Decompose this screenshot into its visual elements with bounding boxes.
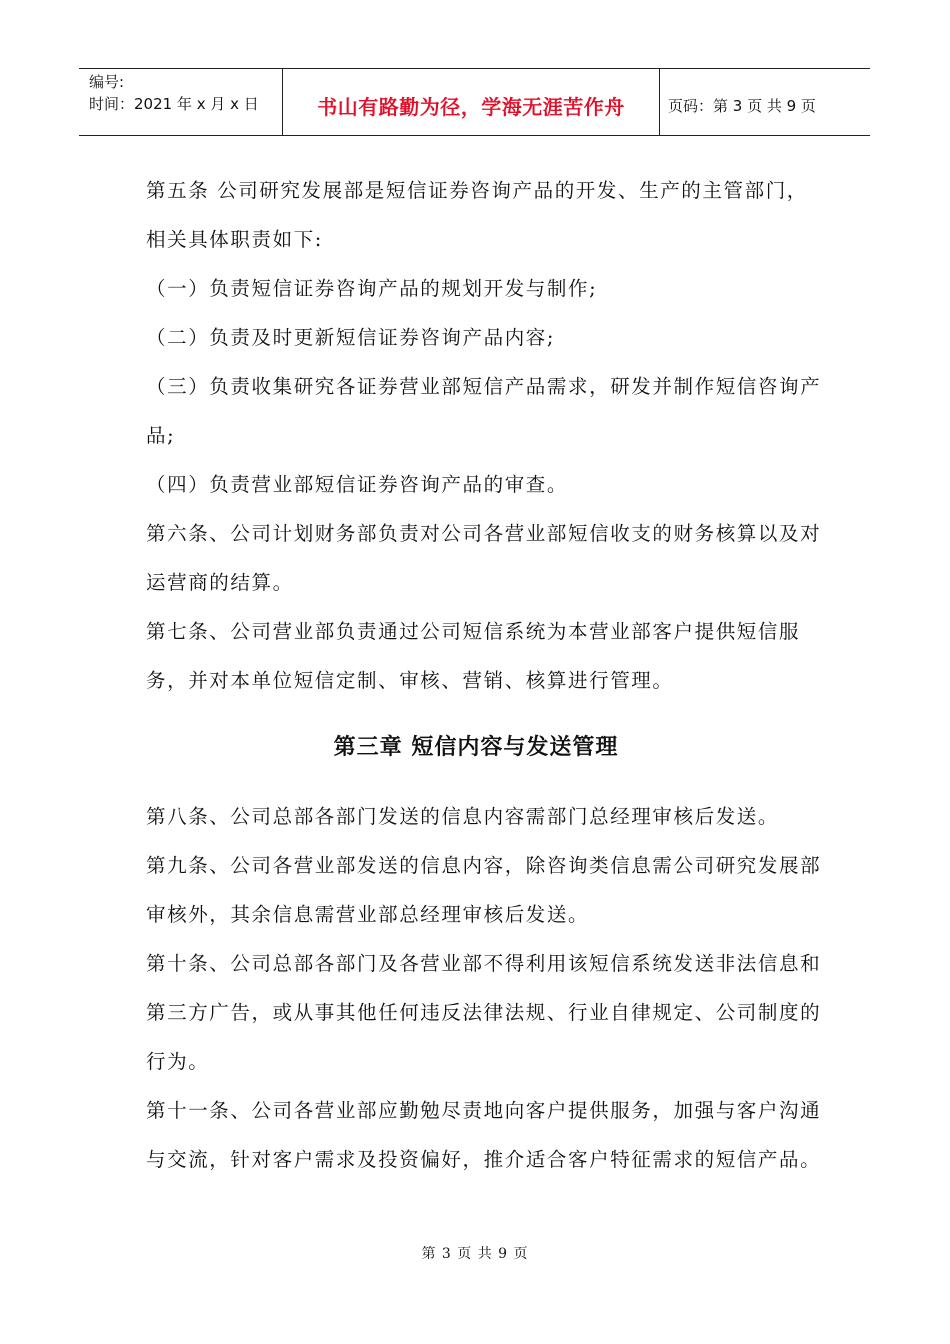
duty-item-4: （四）负责营业部短信证券咨询产品的审查。	[146, 473, 569, 496]
header-meta	[79, 69, 282, 135]
article-5: 第五条 公司研究发展部是短信证券咨询产品的开发、生产的主管部门，相关具体职责如下:	[146, 179, 808, 251]
document-number-label: 编号:	[89, 73, 125, 91]
duty-item-2: （二）负责及时更新短信证券咨询产品内容;	[146, 326, 556, 349]
document-time-label: 时间：2021 年 x 月 x 日	[89, 95, 259, 113]
article-9: 第九条、公司各营业部发送的信息内容，除咨询类信息需公司研究发展部审核外，其余信息需营业部总经理审核后发送。	[146, 854, 822, 926]
chapter-title: 第三章 短信内容与发送管理	[333, 735, 619, 760]
article-6: 第六条、公司计划财务部负责对公司各营业部短信收支的财务核算以及对运营商的结算。	[146, 522, 822, 594]
page-footer: 第 3 页 共 9 页	[421, 1246, 529, 1262]
duty-item-1: （一）负责短信证券咨询产品的规划开发与制作;	[146, 277, 598, 300]
article-7: 第七条、公司营业部负责通过公司短信系统为本营业部客户提供短信服务，并对本单位短信定制、审核、营销、核算进行管理。	[146, 620, 801, 692]
duty-item-3: （三）负责收集研究各证券营业部短信产品需求，研发并制作短信咨询产品;	[146, 375, 822, 447]
header-page-cell	[660, 69, 870, 135]
article-10: 第十条、公司总部各部门及各营业部不得利用该短信系统发送非法信息和第三方广告，或从事其他任何违反法律法规、行业自律规定、公司制度的行为。	[146, 952, 822, 1073]
header-motto-cell	[282, 69, 660, 135]
article-8: 第八条、公司总部各部门发送的信息内容需部门总经理审核后发送。	[146, 805, 780, 828]
article-11: 第十一条、公司各营业部应勤勉尽责地向客户提供服务，加强与客户沟通与交流，针对客户需求及投资偏好，推介适合客户特征需求的短信产品。	[146, 1099, 822, 1171]
document-body	[146, 166, 826, 1184]
header-table	[79, 68, 870, 136]
header-page-number: 页码：第 3 页 共 9 页	[668, 96, 816, 115]
header-motto: 书山有路勤为径，学海无涯苦作舟	[317, 94, 625, 119]
